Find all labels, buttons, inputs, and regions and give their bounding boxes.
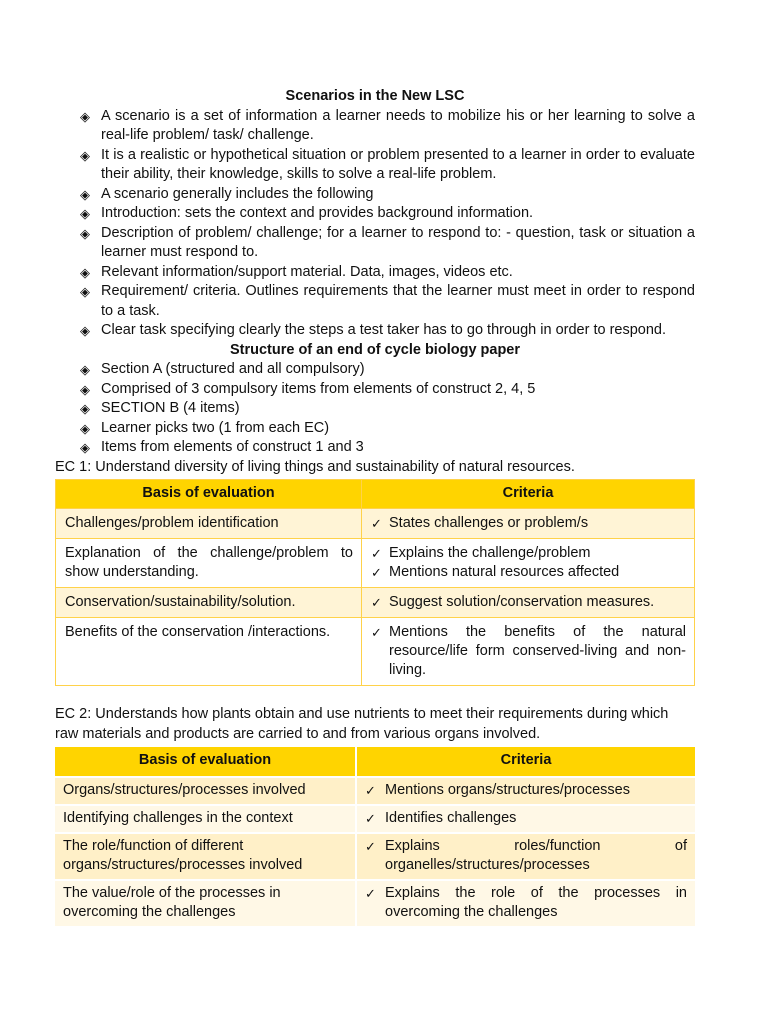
table-row: [56, 618, 695, 686]
criteria-cell: [357, 778, 695, 804]
check-icon: ✓: [371, 546, 382, 561]
diamond-bullet-icon: ◈: [80, 381, 90, 397]
list-item: ◈ Learner picks two (1 from each EC): [55, 419, 695, 439]
list-item: ✓ Explains the challenge/problem: [371, 545, 591, 561]
list-item: ✓ Mentions organs/structures/processes: [365, 782, 630, 798]
basis-cell: Benefits of the conservation /interactions.: [56, 618, 362, 686]
list-item: ◈ It is a realistic or hypothetical situation or problem presented to a learner in order to evaluate their ability, their knowledge, skills to solve a real-life problem.: [80, 146, 695, 182]
basis-cell: The value/role of the processes in overcoming the challenges: [55, 881, 355, 926]
diamond-bullet-icon: ◈: [80, 420, 90, 436]
basis-cell: Explanation of the challenge/problem to show understanding.: [56, 539, 362, 588]
table-row: [55, 834, 695, 879]
diamond-bullet-icon: ◈: [80, 401, 90, 416]
check-icon: ✓: [365, 886, 376, 901]
diamond-bullet-icon: ◈: [80, 147, 90, 163]
check-icon: ✓: [371, 516, 382, 531]
criteria-cell: [362, 509, 695, 539]
diamond-bullet-icon: ◈: [80, 225, 90, 241]
ec1-col-basis: Basis of evaluation: [56, 480, 362, 509]
diamond-bullet-icon: ◈: [80, 362, 90, 377]
diamond-bullet-icon: ◈: [80, 440, 90, 455]
criteria-cell: [362, 618, 695, 686]
basis-cell: Challenges/problem identification: [56, 509, 362, 539]
list-item: ◈ Introduction: sets the context and provides background information.: [55, 204, 695, 224]
table-row: [56, 509, 695, 539]
table-row: [55, 778, 695, 804]
list-item: ✓ Explains the role of the processes in overcoming the challenges: [365, 885, 687, 920]
check-icon: ✓: [371, 595, 382, 610]
ec2-table: [53, 745, 697, 928]
intro-bullet-list: [55, 107, 695, 341]
criteria-cell: [362, 539, 695, 588]
list-item: ✓ Suggest solution/conservation measures.: [371, 594, 655, 610]
table-row: [55, 806, 695, 832]
check-icon: ✓: [365, 811, 376, 826]
table-row: [56, 588, 695, 618]
list-item: ◈ Relevant information/support material. Data, images, videos etc.: [55, 263, 695, 283]
list-item: ✓ States challenges or problem/s: [371, 515, 589, 531]
diamond-bullet-icon: ◈: [80, 323, 90, 338]
list-item: ✓ Explains roles/function of organelles/structures/processes: [365, 838, 687, 873]
diamond-bullet-icon: ◈: [80, 186, 90, 202]
list-item: ◈ Comprised of 3 compulsory items from elements of construct 2, 4, 5: [55, 380, 695, 400]
basis-cell: Conservation/sustainability/solution.: [56, 588, 362, 618]
ec2-col-basis: Basis of evaluation: [55, 747, 355, 776]
list-item: ◈ Section A (structured and all compulsory): [55, 360, 695, 380]
check-icon: ✓: [365, 839, 376, 854]
document-page: [55, 87, 695, 928]
check-icon: ✓: [371, 625, 382, 640]
criteria-cell: [362, 588, 695, 618]
table-header-row: [55, 747, 695, 776]
ec1-table: [55, 479, 695, 686]
check-icon: ✓: [371, 565, 382, 580]
check-icon: ✓: [365, 783, 376, 798]
ec2-heading: EC 2: Understands how plants obtain and use nutrients to meet their requirements during which raw materials and products are carried to and from various organs involved.: [55, 706, 669, 742]
basis-cell: Organs/structures/processes involved: [55, 778, 355, 804]
criteria-cell: [357, 834, 695, 879]
structure-title: Structure of an end of cycle biology paper: [229, 341, 521, 358]
criteria-cell: [357, 881, 695, 926]
structure-bullet-list: [55, 360, 695, 458]
diamond-bullet-icon: ◈: [80, 108, 90, 124]
ec1-heading: EC 1: Understand diversity of living things and sustainability of natural resources.: [55, 458, 575, 475]
list-item: ◈ Clear task specifying clearly the steps a test taker has to go through in order to respond.: [55, 321, 695, 341]
page-title: Scenarios in the New LSC: [285, 88, 465, 104]
list-item: ◈ Requirement/ criteria. Outlines requirements that the learner must meet in order to respond to a task.: [80, 283, 695, 319]
list-item: ◈ A scenario is a set of information a learner needs to mobilize his or her learning to solve a real-life problem/ task/ challenge.: [80, 107, 695, 143]
diamond-bullet-icon: ◈: [80, 206, 90, 221]
ec1-col-criteria: Criteria: [362, 480, 695, 509]
diamond-bullet-icon: ◈: [80, 264, 90, 280]
list-item: ✓ Identifies challenges: [365, 810, 517, 826]
list-item: ✓ Mentions natural resources affected: [371, 564, 620, 580]
basis-cell: Identifying challenges in the context: [55, 806, 355, 832]
criteria-cell: [357, 806, 695, 832]
list-item: ✓ Mentions the benefits of the natural resource/life form conserved-living and non-living.: [371, 624, 686, 678]
basis-cell: The role/function of different organs/structures/processes involved: [55, 834, 355, 879]
ec2-col-criteria: Criteria: [357, 747, 695, 776]
table-row: [56, 539, 695, 588]
table-row: [55, 881, 695, 926]
table-header-row: [56, 480, 695, 509]
list-item: ◈ A scenario generally includes the following: [55, 185, 695, 205]
list-item: ◈ SECTION B (4 items): [55, 399, 695, 419]
list-item: ◈ Description of problem/ challenge; for a learner to respond to: - question, task or situation a learner must respond to.: [80, 224, 695, 260]
list-item: ◈ Items from elements of construct 1 and 3: [55, 438, 695, 458]
diamond-bullet-icon: ◈: [80, 284, 90, 299]
